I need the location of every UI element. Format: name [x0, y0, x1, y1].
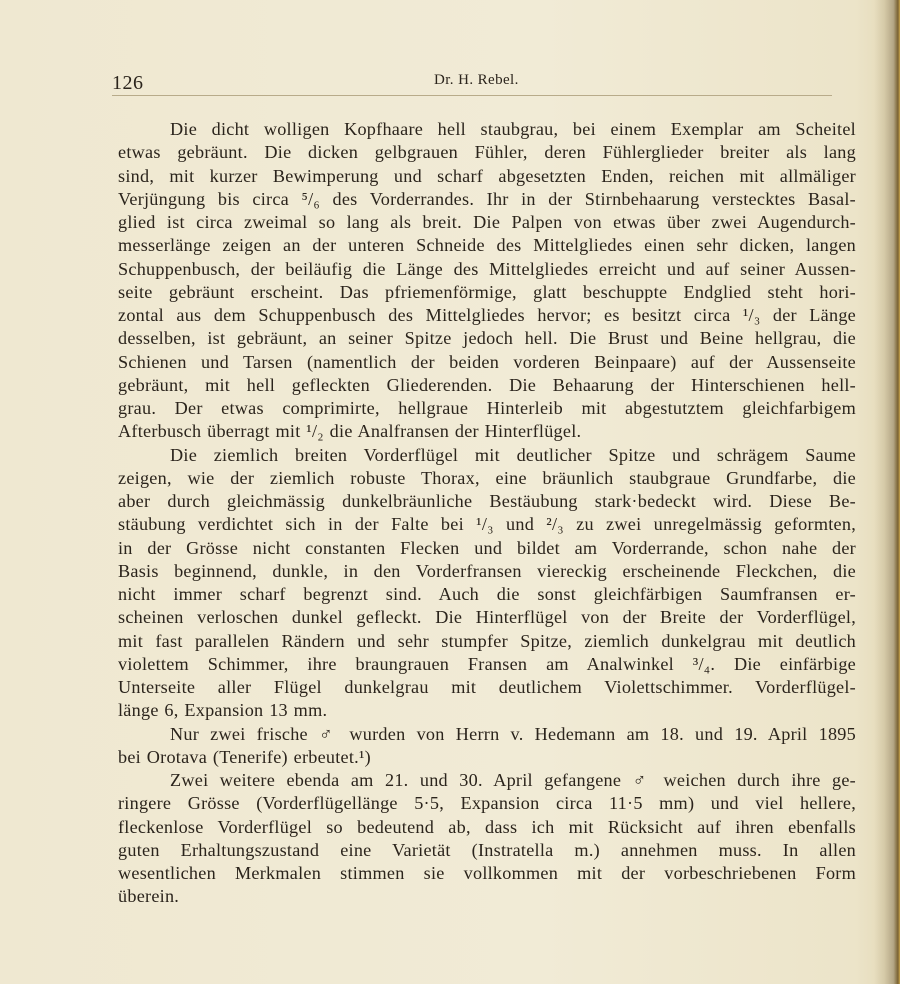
text-line: guten Erhaltungszustand eine Varietät (Instratella m.) annehmen muss. In allen — [118, 839, 856, 860]
page-header — [112, 70, 827, 94]
header-rule — [112, 95, 832, 96]
body-text — [118, 118, 856, 909]
text-line: Verjüngung bis circa ⁵/₆ des Vorderrandes. Ihr in der Stirnbehaarung verstecktes Basal- — [118, 188, 856, 209]
text-line: seite gebräunt erscheint. Das pfriemenförmige, glatt beschuppte Endglied steht hori- — [118, 281, 856, 302]
page-number: 126 — [112, 72, 144, 94]
text-line: Unterseite aller Flügel dunkelgrau mit deutlichem Violettschimmer. Vorderflügel- — [118, 677, 856, 697]
text-line: Schuppenbusch, der beiläufig die Länge des Mittelgliedes erreicht und auf seiner Aussen- — [118, 258, 856, 279]
text-line: scheinen verloschen dunkel gefleckt. Die Hinterflügel von der Breite der Vorderflügel, — [118, 607, 856, 628]
page-edge-shadow — [874, 0, 900, 984]
text-line: Die dicht wolligen Kopfhaare hell staubgrau, bei einem Exemplar am Scheitel — [170, 119, 856, 139]
text-line: zontal aus dem Schuppenbusch des Mittelgliedes hervor; es besitzt circa ¹/₃ der Länge — [118, 305, 856, 325]
text-line: in der Grösse nicht constanten Flecken und bildet am Vorderrande, schon nahe der — [118, 537, 856, 558]
text-line: ringere Grösse (Vorderflügellänge 5·5, Expansion circa 11·5 mm) und viel hellere, — [118, 793, 856, 814]
text-line: wesentlichen Merkmalen stimmen sie vollkommen mit der vorbeschriebenen Form — [118, 863, 856, 883]
text-line: zeigen, wie der ziemlich robuste Thorax, eine bräunlich staubgraue Grundfarbe, die — [118, 467, 856, 488]
text-line: bei Orotava (Tenerife) erbeutet.¹) — [118, 746, 371, 767]
text-line: etwas gebräunt. Die dicken gelbgrauen Fühler, deren Fühlerglieder breiter als lang — [118, 142, 856, 163]
text-line: gebräunt, mit hell gefleckten Gliederenden. Die Behaarung der Hinterschienen hell- — [118, 374, 856, 395]
text-line: fleckenlose Vorderflügel so bedeutend ab, dass ich mit Rücksicht auf ihren ebenfalls — [118, 816, 856, 837]
text-line: messerlänge zeigen an der unteren Schneide des Mittelgliedes einen sehr dicken, langen — [118, 235, 856, 256]
text-line: mit fast parallelen Rändern und sehr stumpfer Spitze, ziemlich dunkelgrau mit deutlich — [118, 630, 856, 651]
text-line: Zwei weitere ebenda am 21. und 30. April gefangene ♂ weichen durch ihre ge- — [170, 770, 856, 790]
text-line: Die ziemlich breiten Vorderflügel mit deutlicher Spitze und schrägem Saume — [170, 444, 856, 465]
text-line: überein. — [118, 886, 180, 907]
text-line: glied ist circa zweimal so lang als breit. Die Palpen von etwas über zwei Augendurch- — [118, 212, 856, 232]
text-line: violettem Schimmer, ihre braungrauen Fransen am Analwinkel ³/₄. Die einfärbige — [118, 653, 856, 674]
text-line: nicht immer scharf begrenzt sind. Auch die sonst gleichfärbigen Saumfransen er- — [118, 584, 856, 604]
running-head: Dr. H. Rebel. — [434, 72, 519, 88]
text-line: Basis beginnend, dunkle, in den Vorderfransen viereckig erscheinende Fleckchen, die — [118, 560, 856, 581]
text-line: sind, mit kurzer Bewimperung und scharf abgesetzten Enden, reichen mit allmäliger — [118, 165, 856, 186]
text-line: aber durch gleichmässig dunkelbräunliche Bestäubung stark·bedeckt wird. Diese Be- — [118, 491, 856, 511]
text-line: Afterbusch überragt mit ¹/₂ die Analfransen der Hinterflügel. — [118, 421, 582, 442]
text-line: Nur zwei frische ♂ wurden von Herrn v. Hedemann am 18. und 19. April 1895 — [170, 723, 856, 744]
text-line: länge 6, Expansion 13 mm. — [118, 700, 328, 721]
text-line: stäubung verdichtet sich in der Falte bei ¹/₃ und ²/₃ zu zwei unregelmässig geformten, — [118, 514, 856, 535]
text-line: Schienen und Tarsen (namentlich der beiden vorderen Beinpaare) auf der Aussenseite — [118, 351, 856, 372]
text-line: desselben, ist gebräunt, an seiner Spitze jedoch hell. Die Brust und Beine hellgrau, die — [118, 328, 856, 349]
text-line: grau. Der etwas comprimirte, hellgraue Hinterleib mit abgestutztem gleichfarbigem — [118, 398, 856, 418]
